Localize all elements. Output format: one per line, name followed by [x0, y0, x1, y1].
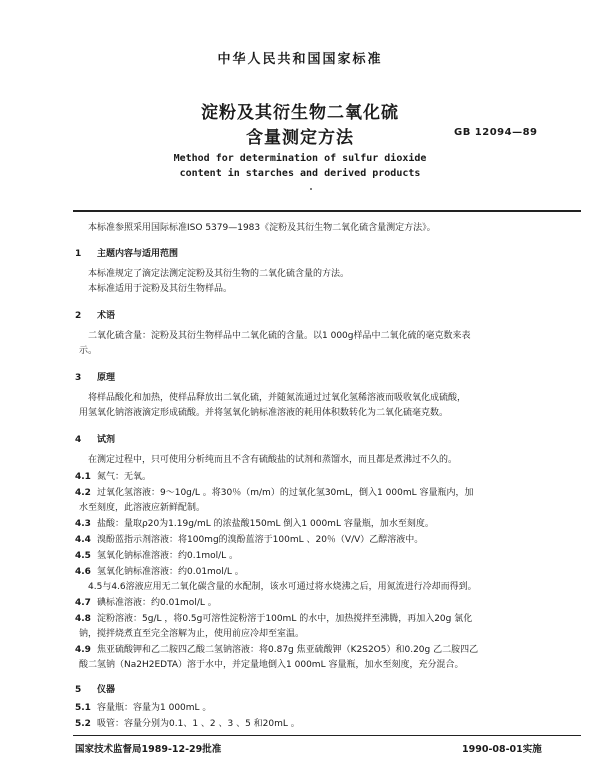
- item-text: 氢氧化钠标准溶液：约0.01mol/L 。: [97, 567, 244, 577]
- english-title-line1: Method for determination of sulfur dioxide: [173, 153, 427, 164]
- section-title: 仪器: [97, 685, 116, 695]
- section-3-paragraph-line1: 将样品酸化和加热，使样品释放出二氧化硫，并随氮流通过过氧化氢稀溶液而吸收氧化成硫酸，: [88, 393, 467, 403]
- section-2-paragraph-line1: 二氧化硫含量：淀粉及其衍生物样品中二氧化硫的含量。以1 000g样品中二氧化硫的毫克数来表: [88, 331, 471, 341]
- item-text: 过氧化氢溶液：9～10g/L 。将30％（m/m）的过氧化氢30mL，倒入1 000mL 容量瓶内，加: [97, 488, 474, 498]
- item-4-6: [75, 566, 244, 578]
- approval-date: 国家技术监督局1989-12-29批准: [75, 744, 222, 755]
- section-3-heading: [75, 372, 115, 384]
- section-title: 主题内容与适用范围: [97, 249, 179, 259]
- effective-date: 1990-08-01实施: [462, 744, 542, 755]
- section-2-heading: [75, 310, 115, 322]
- item-4-4: [75, 534, 423, 546]
- section-1-paragraph-1: 本标准规定了滴定法测定淀粉及其衍生物的二氧化硫含量的方法。: [88, 269, 350, 279]
- item-number: 4.5: [75, 551, 91, 561]
- item-number: 4.3: [75, 519, 91, 529]
- item-5-1: [75, 702, 211, 714]
- section-number: 3: [75, 373, 82, 383]
- item-4-2-continued: 水至刻度，此溶液应新鲜配制。: [79, 503, 206, 513]
- item-text: 溴酚蓝指示剂溶液：将100mg的溴酚蓝溶于100mL 、20％（V/V）乙醇溶液中。: [97, 535, 424, 545]
- item-number: 5.1: [75, 703, 91, 713]
- section-1-paragraph-2: 本标准适用于淀粉及其衍生物样品。: [88, 284, 233, 294]
- item-4-8: [75, 613, 472, 625]
- item-4-1: [75, 471, 151, 483]
- item-number: 4.9: [75, 645, 91, 655]
- section-number: 2: [75, 311, 82, 321]
- section-number: 1: [75, 249, 82, 259]
- item-number: 4.2: [75, 488, 91, 498]
- document-title-line1: 淀粉及其衍生物二氧化硫: [201, 103, 399, 123]
- item-4-9: [75, 644, 478, 656]
- item-number: 4.6: [75, 567, 91, 577]
- item-text: 氢氧化钠标准溶液：约0.1mol/L 。: [97, 551, 238, 561]
- standard-number: GB 12094—89: [454, 127, 538, 138]
- section-number: 4: [75, 435, 82, 445]
- item-5-2: [75, 718, 300, 730]
- top-divider: [73, 210, 581, 212]
- item-number: 5.2: [75, 719, 91, 729]
- item-number: 4.4: [75, 535, 91, 545]
- item-text: 吸管：容量分别为0.1、1 、2 、3 、5 和20mL 。: [97, 719, 300, 729]
- item-4-2: [75, 487, 473, 499]
- item-4-7: [75, 597, 217, 609]
- stray-mark: [310, 188, 312, 190]
- item-4-3: [75, 518, 434, 530]
- section-title: 试剂: [97, 435, 116, 445]
- section-4-intro: 在测定过程中，只可使用分析纯而且不含有硫酸盐的试剂和蒸馏水，而且都是煮沸过不久的。: [88, 455, 458, 465]
- section-5-heading: [75, 684, 115, 696]
- item-4-8-continued: 钠，搅拌烧煮直至完全溶解为止，使用前应冷却至室温。: [79, 629, 305, 639]
- section-3-paragraph-line2: 用氢氧化钠溶液滴定形成硫酸。并将氢氧化钠标准溶液的耗用体积数转化为二氧化硫毫克数。: [79, 408, 449, 418]
- item-text: 氮气：无氧。: [97, 472, 152, 482]
- item-text: 淀粉溶液：5g/L ，将0.5g可溶性淀粉溶于100mL 的水中，加热搅拌至沸腾，再加入20g 氯化: [97, 614, 473, 624]
- bottom-divider: [73, 735, 581, 736]
- item-text: 碘标准溶液：约0.01mol/L 。: [97, 598, 217, 608]
- item-number: 4.7: [75, 598, 91, 608]
- item-text: 焦亚硫酸钾和乙二胺四乙酸二氢钠溶液：将0.87g 焦亚硫酸钾（K2S2O5）和0.20g 乙二胺四乙: [97, 645, 479, 655]
- section-number: 5: [75, 685, 82, 695]
- intro-paragraph: 本标准参照采用国际标准ISO 5379—1983《淀粉及其衍生物二氧化硫含量测定方法》。: [88, 223, 436, 233]
- item-text: 盐酸：量取ρ20为1.19g/mL 的浓盐酸150mL 倒入1 000mL 容量瓶，加水至刻度。: [97, 519, 434, 529]
- item-4-5: [75, 550, 238, 562]
- section-1-heading: [75, 248, 178, 260]
- item-number: 4.8: [75, 614, 91, 624]
- item-number: 4.1: [75, 472, 91, 482]
- item-4-9-continued: 酸二氢钠（Na2H2EDTA）溶于水中，并定量地倒入1 000mL 容量瓶，加水至刻度，充分混合。: [79, 660, 464, 670]
- document-title-line2: 含量测定方法: [246, 128, 354, 148]
- section-title: 原理: [97, 373, 116, 383]
- english-title-line2: content in starches and derived products: [179, 168, 421, 179]
- section-2-paragraph-line2: 示。: [79, 346, 98, 356]
- section-4-note: 4.5与4.6溶液应用无二氧化碳含量的水配制，该水可通过将水烧沸之后，用氮流进行冷却而得到。: [88, 582, 477, 592]
- national-standard-heading: 中华人民共和国国家标准: [217, 52, 383, 67]
- item-text: 容量瓶：容量为1 000mL 。: [97, 703, 212, 713]
- section-4-heading: [75, 434, 115, 446]
- section-title: 术语: [97, 311, 116, 321]
